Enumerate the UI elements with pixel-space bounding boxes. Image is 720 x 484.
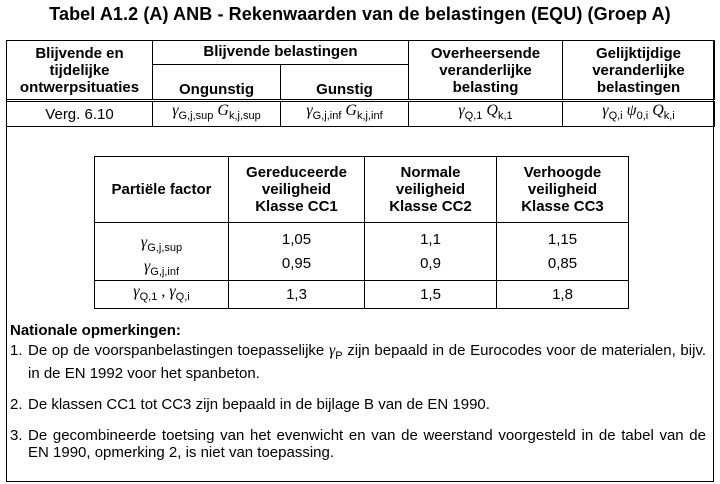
value-cc2-gamma-q: 1,5 [365, 281, 497, 309]
symbol-accompanying-variable: $\gamma_{Q,i}$ $\psi_{0,i}$ $Q_{k,i}$ [563, 101, 715, 127]
header-favourable: Gunstig [281, 65, 409, 101]
header-partial-factor: Partiële factor [95, 157, 229, 223]
value-cc1-gamma-g: 1,05 0,95 [229, 223, 365, 281]
symbol-gamma-q: $\gamma_{Q,1}$ , $\gamma_{Q,i}$ [95, 281, 229, 309]
value-cc3-gamma-g: 1,15 0,85 [497, 223, 629, 281]
table-title: Tabel A1.2 (A) ANB - Rekenwaarden van de belastingen (EQU) (Groep A) [49, 4, 671, 24]
row-label-eq-6-10: Verg. 6.10 [7, 101, 153, 127]
symbol-gamma-g: $\gamma_{G,j,sup}$ $\gamma_{G,j,inf}$ [95, 223, 229, 281]
note-3: 3. De gecombineerde toetsing van het evenwicht en van de weerstand voorgesteld in de tabel van de EN 1990, opmerking 2, is niet van toepassing. [10, 427, 706, 462]
note-1: 1. De op de voorspanbelastingen toepasselijke $\gamma_P$ zijn bepaald in de Eurocodes voor de materialen, bijv. in de EN 1992 voor het spanbeton. [10, 342, 706, 383]
symbol-leading-variable: $\gamma_{Q,1}$ $Q_{k,1}$ [409, 101, 563, 127]
header-design-situations: Blijvende en tijdelijke ontwerpsituaties [7, 41, 153, 101]
header-accompanying-variable: Gelijktijdige veranderlijke belastingen [563, 41, 715, 101]
value-cc1-gamma-q: 1,3 [229, 281, 365, 309]
notes-heading: Nationale opmerkingen: [10, 322, 181, 339]
partial-factor-table [94, 156, 629, 309]
symbol-unfavourable: $\gamma_{G,j,sup}$ $G_{k,j,sup}$ [153, 101, 281, 127]
note-2: 2. De klassen CC1 tot CC3 zijn bepaald in de bijlage B van de EN 1990. [10, 396, 490, 414]
header-permanent-actions: Blijvende belastingen [153, 41, 409, 65]
value-cc2-gamma-g: 1,1 0,9 [365, 223, 497, 281]
value-cc3-gamma-q: 1,8 [497, 281, 629, 309]
header-cc3: Verhoogde veiligheid Klasse CC3 [497, 157, 629, 223]
header-cc1: Gereduceerde veiligheid Klasse CC1 [229, 157, 365, 223]
header-leading-variable: Overheersende veranderlijke belasting [409, 41, 563, 101]
national-remarks [10, 322, 706, 475]
header-unfavourable: Ongunstig [153, 65, 281, 101]
design-situation-table [6, 40, 715, 127]
header-cc2: Normale veiligheid Klasse CC2 [365, 157, 497, 223]
symbol-favourable: $\gamma_{G,j,inf}$ $G_{k,j,inf}$ [281, 101, 409, 127]
